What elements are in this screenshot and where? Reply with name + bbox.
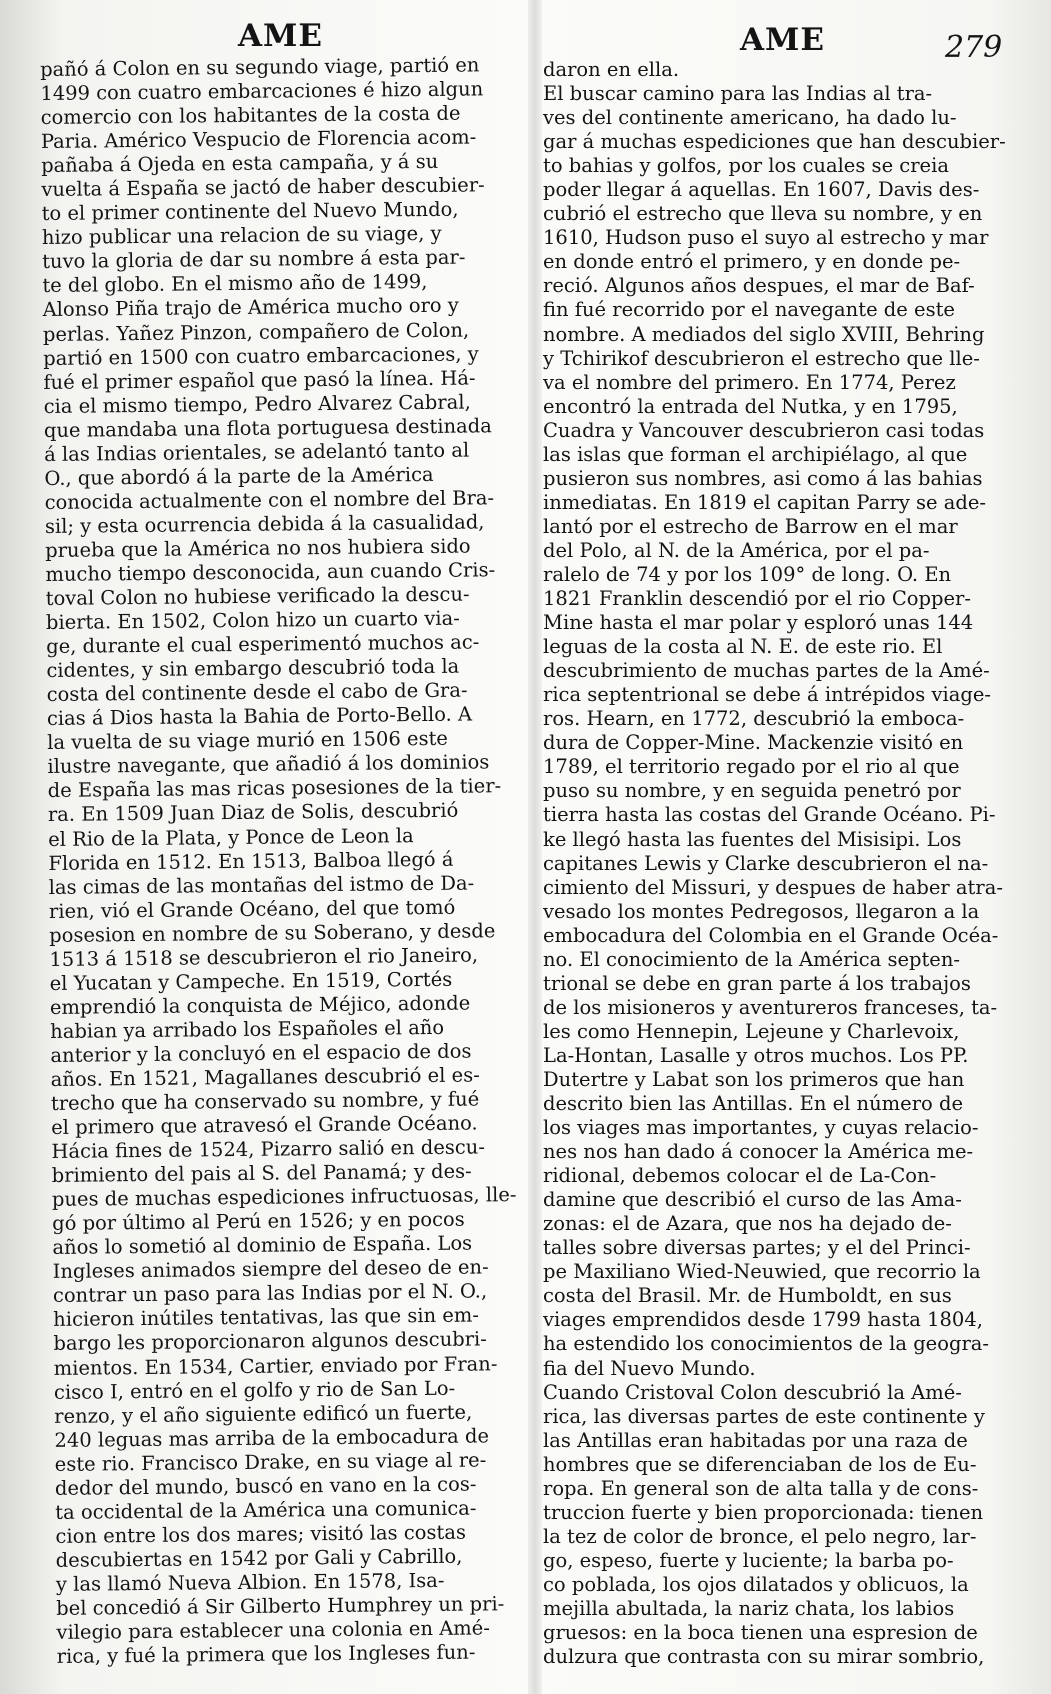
running-head-right: AME	[740, 22, 825, 58]
text-column-right: daron en ella. El buscar camino para las Indias al tra- ves del continente americano, ha dado lu- gar á muchas espediciones que han descubier- to bahias y golfos, por los cuales se creia poder llegar á aquellas. En 1607, Davis des- cubrió el estrecho que lleva su nombre, y en 1610, Hudson puso el suyo al estrecho y mar en donde entró el primero, y en donde pe- reció. Algunos años despues, el mar de Baf- fin fué recorrido por el navegante de este nombre. A mediados del siglo XVIII, Behring y Tchirikof descubrieron el estrecho que lle- va el nombre del primero. En 1774, Perez encontró la entrada del Nutka, y en 1795, Cuadra y Vancouver descubrieron casi todas las islas que forman el archipiélago, al que pusieron sus nombres, asi como á las bahias inmediatas. En 1819 el capitan Parry se ade- lantó por el estrecho de Barrow en el mar del Polo, al N. de la América, por el pa- ralelo de 74 y por los 109° de long. O. En 1821 Franklin descendió por el rio Copper- Mine hasta el mar polar y esploró unas 144 leguas de la costa al N. E. de este rio. El descubrimiento de muchas partes de la Amé- rica septentrional se debe á intrépidos viage- ros. Hearn, en 1772, descubrió la emboca- dura de Copper-Mine. Mackenzie visitó en 1789, el territorio regado por el rio al que puso su nombre, y en seguida penetró por tierra hasta las costas del Grande Océano. Pi- ke llegó hasta las fuentes del Misisipi. Los capitanes Lewis y Clarke descubrieron el na- cimiento del Missuri, y despues de haber atra- vesado los montes Pedregosos, llegaron a la embocadura del Colombia en el Grande Océa- no. El conocimiento de la América septen- trional se debe en gran parte á los trabajos de los misioneros y aventureros franceses, ta- les como Hennepin, Lejeune y Charlevoix, La-Hontan, Lasalle y otros muchos. Los PP. Dutertre y Labat son los primeros que han descrito bien las Antillas. En el número de los viages mas importantes, y cuyas relacio- nes nos han dado á conocer la América me- ridional, debemos colocar el de La-Con- damine que describió el curso de las Ama- zonas: el de Azara, que nos ha dejado de- talles sobre diversas partes; y el del Princi- pe Maxiliano Wied-Neuwied, que recorrio la costa del Brasil. Mr. de Humboldt, en sus viages emprendidos desde 1799 hasta 1804, ha estendido los conocimientos de la geogra- fia del Nuevo Mundo. Cuando Cristoval Colon descubrió la Amé- rica, las diversas partes de este continente y las Antillas eran habitadas por una raza de hombres que se diferenciaban de los de Eu- ropa. En general son de alta talla y de cons- truccion fuerte y bien proporcionada: tienen la tez de color de bronce, el pelo negro, lar- go, espeso, fuerte y luciente; la barba po- co poblada, los ojos dilatados y oblicuos, la mejilla abultada, la nariz chata, los labios gruesos: en la boca tienen una espresion de dulzura que contrasta con su mirar sombrio,	[543, 58, 1006, 1669]
page-gutter	[528, 0, 542, 1694]
running-head-left: AME	[238, 18, 323, 54]
text-column-left: pañó á Colon en su segundo viage, partió en 1499 con cuatro embarcaciones é hizo algun comercio con los habitantes de la costa de Paria. Américo Vespucio de Florencia acom- pañaba á Ojeda en esta campaña, y á su vuelta á España se jactó de haber descubier- to el primer continente del Nuevo Mundo, hizo publicar una relacion de su viage, y tuvo la gloria de dar su nombre á esta par- te del globo. En el mismo año de 1499, Alonso Piña trajo de América mucho oro y perlas. Yañez Pinzon, compañero de Colon, partió en 1500 con cuatro embarcaciones, y fué el primer español que pasó la línea. Há- cia el mismo tiempo, Pedro Alvarez Cabral, que mandaba una flota portuguesa destinada á las Indias orientales, se adelantó tanto al O., que abordó á la parte de la América conocida actualmente con el nombre del Bra- sil; y esta ocurrencia debida á la casualidad, prueba que la América no nos hubiera sido mucho tiempo desconocida, aun cuando Cris- toval Colon no hubiese verificado la descu- bierta. En 1502, Colon hizo un cuarto via- ge, durante el cual esperimentó muchos ac- cidentes, y sin embargo descubrió toda la costa del continente desde el cabo de Gra- cias á Dios hasta la Bahia de Porto-Bello. A la vuelta de su viage murió en 1506 este ilustre navegante, que añadió á los dominios de España las mas ricas posesiones de la tier- ra. En 1509 Juan Diaz de Solis, descubrió el Rio de la Plata, y Ponce de Leon la Florida en 1512. En 1513, Balboa llegó á las cimas de las montañas del istmo de Da- rien, vió el Grande Océano, del que tomó posesion en nombre de su Soberano, y desde 1513 á 1518 se descubrieron el rio Janeiro, el Yucatan y Campeche. En 1519, Cortés emprendió la conquista de Méjico, adonde habian ya arribado los Españoles el año anterior y la concluyó en el espacio de dos años. En 1521, Magallanes descubrió el es- trecho que ha conservado su nombre, y fué el primero que atravesó el Grande Océano. Hácia fines de 1524, Pizarro salió en descu- brimiento del pais al S. del Panamá; y des- pues de muchas espediciones infructuosas, lle- gó por último al Perú en 1526; y en pocos años lo sometió al dominio de España. Los Ingleses animados siempre del deseo de en- contrar un paso para las Indias por el N. O., hicieron inútiles tentativas, las que sin em- bargo les proporcionaron algunos descubri- mientos. En 1534, Cartier, enviado por Fran- cisco I, entró en el golfo y rio de San Lo- renzo, y el año siguiente edificó un fuerte, 240 leguas mas arriba de la embocadura de este rio. Francisco Drake, en su viage al re- dedor del mundo, buscó en vano en la cos- ta occidental de la América una comunica- cion entre los dos mares; visitó las costas descubiertas en 1542 por Gali y Cabrillo, y las llamó Nueva Albion. En 1578, Isa- bel concedió á Sir Gilberto Humphrey un pri- vilegio para establecer una colonia en Amé- rica, y fué la primera que los Ingleses fun-	[40, 53, 517, 1669]
page-number: 279	[945, 30, 1003, 65]
